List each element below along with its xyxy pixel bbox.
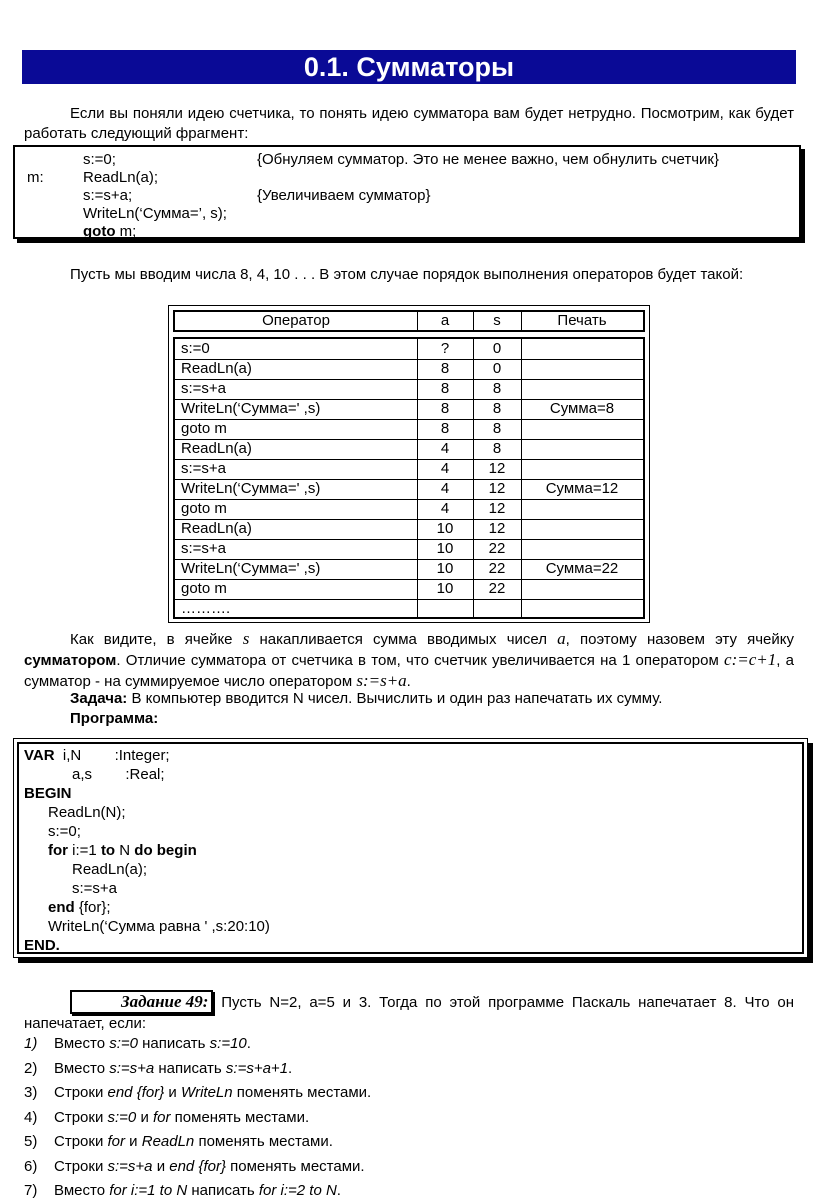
table-cell: 8 xyxy=(440,380,450,397)
item-number: 3) xyxy=(24,1084,38,1101)
list-item xyxy=(24,1059,794,1079)
item-number: 4) xyxy=(24,1108,38,1126)
list-item xyxy=(24,1132,794,1152)
text-span: Строки xyxy=(54,1157,108,1175)
code-text: WriteLn(‘Сумма=’, s); xyxy=(83,205,227,222)
table-cell: 8 xyxy=(440,360,450,377)
text-span: , поэтому назовем эту ячейку xyxy=(565,631,794,648)
program-line xyxy=(48,803,126,822)
keyword: for xyxy=(48,842,68,859)
var-a: a xyxy=(557,629,566,648)
table-cell: 12 xyxy=(488,500,506,517)
task-line xyxy=(70,689,794,709)
code-term: s:=0 xyxy=(107,1108,137,1126)
program-line xyxy=(24,936,60,955)
table-cell: Сумма=8 xyxy=(549,400,615,417)
text-span: и xyxy=(125,1133,142,1150)
keyword: BEGIN xyxy=(24,785,72,802)
table-cell: Сумма=12 xyxy=(545,480,619,497)
table-cell xyxy=(521,439,643,459)
table-cell: goto m xyxy=(181,500,227,517)
table-cell: 0 xyxy=(492,340,502,357)
table-cell xyxy=(473,599,521,619)
table-cell: 4 xyxy=(440,480,450,497)
program-line xyxy=(24,784,72,803)
text-span: Строки xyxy=(54,1108,108,1126)
list-item xyxy=(24,1181,794,1201)
table-cell: 4 xyxy=(440,460,450,477)
table-header xyxy=(173,310,645,332)
code-term: s:=s+a xyxy=(107,1157,153,1175)
code-text xyxy=(83,222,136,241)
text-span: . Отличие сумматора от счетчика в том, что счетчик увеличивается на 1 оператором xyxy=(116,652,725,669)
code-term: s:=10 xyxy=(209,1035,247,1052)
table-cell: ReadLn(a) xyxy=(181,360,252,377)
text-span: поменять местами. xyxy=(170,1108,310,1126)
text-span: , а сумматор - на суммируемое число оператором xyxy=(24,652,794,690)
text-span: написать xyxy=(154,1059,226,1077)
code-text: s:=s+a xyxy=(72,880,118,897)
table-cell: WriteLn(‘Сумма=' ,s) xyxy=(181,400,321,417)
table-cell xyxy=(521,579,643,599)
list-item xyxy=(24,1157,794,1177)
table-cell: WriteLn(‘Сумма=' ,s) xyxy=(181,560,321,577)
code-term: for xyxy=(107,1133,126,1150)
program-line xyxy=(48,841,197,860)
code-term: s:=s+a xyxy=(109,1059,155,1077)
text-span: поменять местами. xyxy=(232,1084,372,1101)
table-cell: s:=s+a xyxy=(181,540,227,557)
table-cell: 22 xyxy=(488,580,506,597)
table-cell: 10 xyxy=(436,580,454,597)
keyword: do begin xyxy=(134,842,197,859)
program-line xyxy=(48,898,111,917)
table-cell: s:=s+a xyxy=(181,380,227,397)
table-cell: ReadLn(a) xyxy=(181,520,252,537)
code-comment: {Обнуляем сумматор. Это не менее важно, чем обнулить счетчик} xyxy=(257,151,719,168)
code-text: ReadLn(a); xyxy=(72,861,148,878)
table-cell: 8 xyxy=(440,400,450,417)
code-line xyxy=(15,150,795,169)
exercise-paragraph xyxy=(24,990,794,1034)
table-cell: 10 xyxy=(436,540,454,557)
exercise-text: Пусть N=2, a=5 и 3. Тогда по этой программе Паскаль напечатает 8. Что он напечатает, если: xyxy=(24,994,794,1032)
var-s: s xyxy=(242,629,250,648)
code-fragment-box xyxy=(13,145,801,239)
column-header: Печать xyxy=(557,312,607,329)
program-label xyxy=(70,709,794,729)
table-cell xyxy=(521,599,643,619)
column-header: Оператор xyxy=(262,312,330,329)
item-text xyxy=(54,1083,371,1103)
text-span: Строки xyxy=(54,1133,108,1150)
text-span: Строки xyxy=(54,1084,108,1101)
item-text xyxy=(54,1034,251,1054)
code-term: for i:=2 to N xyxy=(258,1182,337,1199)
table-cell: 12 xyxy=(488,480,506,497)
code-line xyxy=(15,168,795,187)
code-term: end {for} xyxy=(107,1084,165,1101)
column-divider xyxy=(473,312,474,330)
code-line xyxy=(15,204,795,223)
text-span: и xyxy=(164,1084,181,1101)
exercise-label: Задание 49: xyxy=(70,990,213,1014)
text-span: Вместо xyxy=(54,1035,110,1052)
order-paragraph: Пусть мы вводим числа 8, 4, 10 . . . В этом случае порядок выполнения операторов будет такой: xyxy=(70,266,744,283)
table-cell: 8 xyxy=(492,440,502,457)
keyword: END. xyxy=(24,937,60,954)
keyword: VAR xyxy=(24,747,55,764)
program-line xyxy=(72,879,117,898)
table-cell: 12 xyxy=(488,460,506,477)
code-text: i:=1 xyxy=(68,842,101,859)
list-item xyxy=(24,1083,794,1103)
table-cell: 4 xyxy=(440,440,450,457)
table-cell: 10 xyxy=(436,560,454,577)
code-text: N xyxy=(115,842,135,859)
table-body xyxy=(173,337,645,619)
table-cell: 8 xyxy=(492,420,502,437)
keyword: goto xyxy=(83,223,116,240)
code-text: ReadLn(N); xyxy=(48,804,126,821)
code-text: a,s :Real; xyxy=(72,766,165,783)
text-span: Вместо xyxy=(54,1059,110,1077)
list-item xyxy=(24,1034,794,1054)
text-span: Вместо xyxy=(54,1182,110,1199)
text-span: и xyxy=(152,1157,170,1175)
item-number: 5) xyxy=(24,1133,38,1150)
intro-paragraph: Если вы поняли идею счетчика, то понять идею сумматора вам будет нетрудно. Посмотрим, как будет работать следующий фрагмент: xyxy=(24,105,794,142)
table-cell xyxy=(521,379,643,399)
text-span: . xyxy=(406,673,411,690)
text-span: . xyxy=(246,1035,251,1052)
table-cell: s:=s+a xyxy=(181,460,227,477)
code-text: s:=0; xyxy=(48,823,81,840)
term-summator: сумматором xyxy=(24,652,117,669)
program-line xyxy=(48,917,270,936)
table-cell: WriteLn(‘Сумма=' ,s) xyxy=(181,480,321,497)
program-line xyxy=(72,860,147,879)
text-span: накапливается сумма вводимых чисел xyxy=(249,631,558,648)
task-label: Задача: xyxy=(70,690,128,707)
execution-table xyxy=(168,305,650,623)
task-text: В компьютер вводится N чисел. Вычислить и один раз напечатать их сумму. xyxy=(127,690,663,707)
text-span: написать xyxy=(187,1182,259,1199)
table-cell: s:=0 xyxy=(181,340,210,357)
code-text: ReadLn(a); xyxy=(83,169,159,186)
table-cell xyxy=(521,339,643,359)
code-term: s:=s+a+1 xyxy=(225,1059,289,1077)
item-text xyxy=(54,1132,333,1152)
code-term: WriteLn xyxy=(180,1084,233,1101)
explanation-paragraph xyxy=(24,629,794,692)
column-divider xyxy=(417,312,418,330)
code-text: s:=s+a; xyxy=(83,187,133,204)
keyword: end xyxy=(48,899,75,916)
program-line xyxy=(48,822,81,841)
code-text: i,N :Integer; xyxy=(54,747,170,764)
item-text xyxy=(54,1059,292,1079)
code-comment: {Увеличиваем сумматор} xyxy=(257,187,431,204)
item-number: 7) xyxy=(24,1182,38,1199)
text-span: . xyxy=(336,1182,341,1199)
section-title: 0.1. Сумматоры xyxy=(22,50,796,84)
code-line xyxy=(15,222,795,241)
table-cell: 22 xyxy=(488,540,506,557)
table-cell: 12 xyxy=(488,520,506,537)
code-rest: m; xyxy=(115,223,137,240)
item-number: 2) xyxy=(24,1059,38,1077)
text-span: поменять местами. xyxy=(225,1157,365,1175)
text-span: написать xyxy=(137,1035,210,1052)
code-term: s:=0 xyxy=(109,1035,138,1052)
table-cell: Сумма=22 xyxy=(545,560,619,577)
column-header: a xyxy=(440,312,450,329)
code-term: end {for} xyxy=(169,1157,226,1175)
table-cell xyxy=(521,539,643,559)
counter-operator: c:=c+1 xyxy=(724,650,777,669)
program-line xyxy=(24,746,170,765)
table-cell: 8 xyxy=(440,420,450,437)
column-divider xyxy=(521,312,522,330)
item-number: 1) xyxy=(24,1035,38,1052)
table-cell xyxy=(521,519,643,539)
program-box xyxy=(13,738,808,958)
column-header: s xyxy=(493,312,501,329)
text-span: и xyxy=(136,1108,153,1126)
table-cell: 4 xyxy=(440,500,450,517)
item-text xyxy=(54,1157,365,1177)
item-text xyxy=(54,1181,341,1201)
list-item xyxy=(24,1108,794,1128)
keyword: to xyxy=(100,842,116,859)
text-span: Как видите, в ячейке xyxy=(70,631,243,648)
code-text: WriteLn(‘Сумма равна ' ,s:20:10) xyxy=(48,918,270,935)
code-term: for i:=1 to N xyxy=(109,1182,188,1199)
table-cell: 8 xyxy=(492,400,502,417)
code-term: for xyxy=(153,1108,171,1126)
code-line xyxy=(15,186,795,205)
code-text: {for}; xyxy=(74,899,111,916)
table-cell: ? xyxy=(440,340,450,357)
code-label: m: xyxy=(27,169,44,186)
item-text xyxy=(54,1108,309,1128)
table-cell: 0 xyxy=(492,360,502,377)
table-cell: goto m xyxy=(181,580,227,597)
code-text: s:=0; xyxy=(83,151,116,168)
program-label-text: Программа: xyxy=(70,710,159,727)
item-number: 6) xyxy=(24,1157,38,1175)
summator-operator: s:=s+a xyxy=(356,671,407,690)
program-code xyxy=(17,742,804,954)
table-cell: ReadLn(a) xyxy=(181,440,252,457)
table-cell: 22 xyxy=(488,560,506,577)
table-cell xyxy=(521,359,643,379)
table-cell xyxy=(521,459,643,479)
table-cell: 8 xyxy=(492,380,502,397)
table-cell xyxy=(521,499,643,519)
table-cell: ………. xyxy=(181,600,231,617)
text-span: поменять местами. xyxy=(194,1133,333,1150)
table-cell: goto m xyxy=(181,420,227,437)
code-term: ReadLn xyxy=(141,1133,195,1150)
table-cell xyxy=(521,419,643,439)
table-cell xyxy=(417,599,473,619)
table-cell: 10 xyxy=(436,520,454,537)
text-span: . xyxy=(288,1059,293,1077)
program-line xyxy=(72,765,165,784)
